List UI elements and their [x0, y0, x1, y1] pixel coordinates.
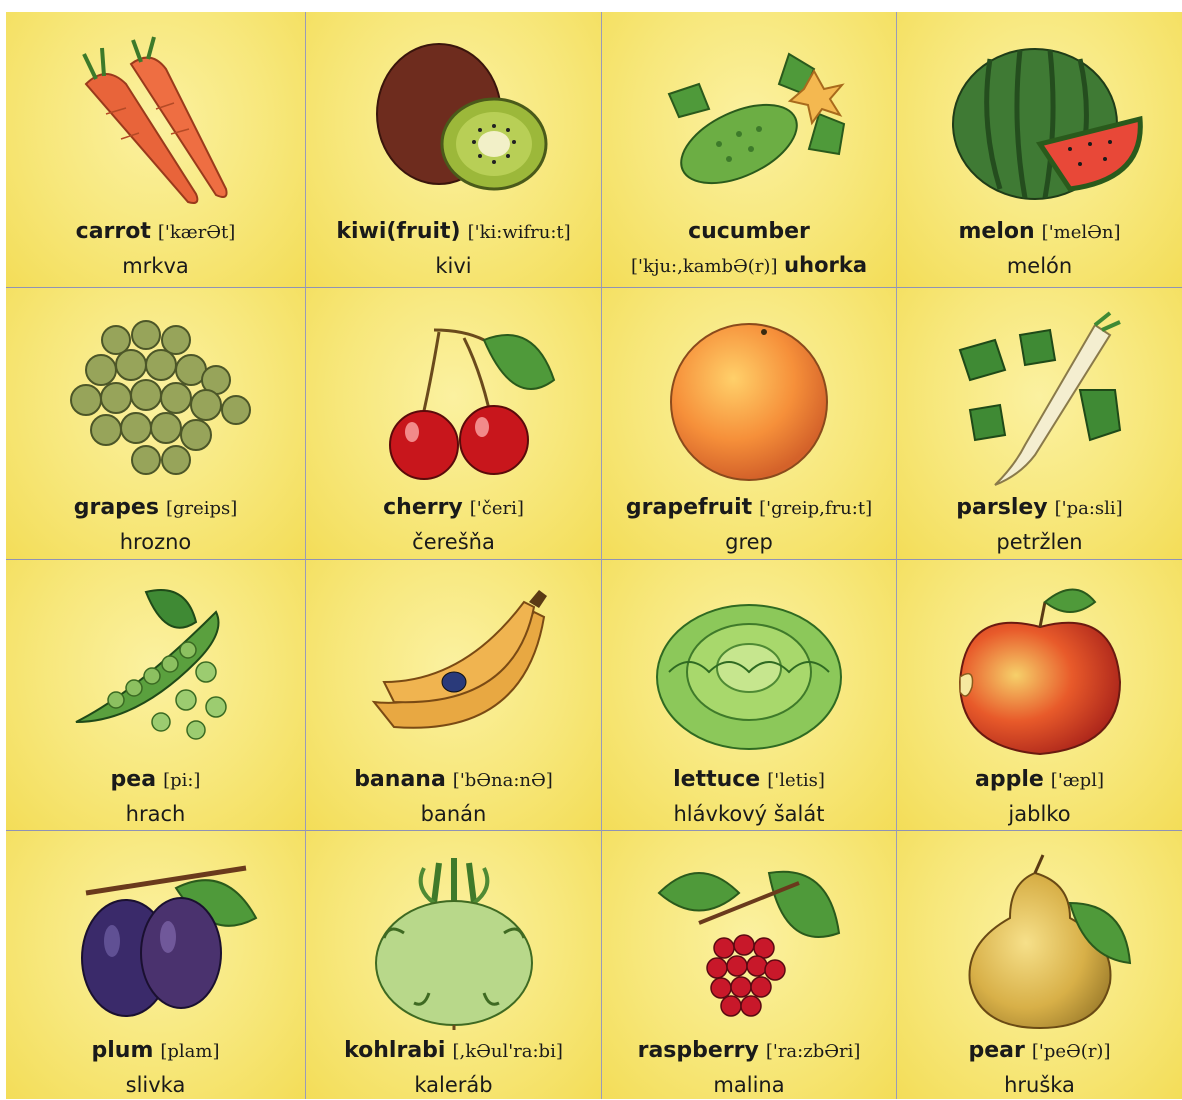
card-kohlrabi: [306, 831, 602, 1099]
english-word: raspberry: [637, 1038, 759, 1063]
pronunciation: ['pa:sli]: [1054, 498, 1123, 519]
card-raspberry: [602, 831, 897, 1099]
english-word: grapefruit: [625, 495, 753, 520]
pronunciation: ['melƏn]: [1041, 222, 1121, 243]
pronunciation: [pi:]: [163, 770, 201, 791]
pronunciation: [plam]: [160, 1041, 220, 1062]
english-word: carrot: [75, 219, 151, 244]
slovak-word: jablko: [1008, 802, 1071, 826]
card-banana: [306, 560, 602, 831]
pronunciation: ['kærƏt]: [157, 222, 236, 243]
slovak-word: petržlen: [996, 530, 1083, 554]
pronunciation: ['bƏna:nƏ]: [452, 770, 553, 791]
english-word: parsley: [956, 495, 1048, 520]
grapefruit-illustration: [602, 310, 896, 488]
english-word: apple: [974, 767, 1044, 792]
slovak-word: hruška: [1004, 1073, 1075, 1097]
lettuce-illustration: [602, 582, 896, 760]
card-plum: [6, 831, 306, 1099]
slovak-word: kivi: [435, 254, 472, 278]
english-word: cucumber: [688, 219, 810, 244]
slovak-word: kaleráb: [414, 1073, 493, 1097]
english-word: kiwi(fruit): [336, 219, 461, 244]
slovak-word: mrkva: [122, 254, 189, 278]
cucumber-illustration: [602, 34, 896, 212]
slovak-word: grep: [725, 530, 773, 554]
slovak-word: hrozno: [119, 530, 192, 554]
english-word: melon: [958, 219, 1035, 244]
card-apple: [897, 560, 1182, 831]
slovak-word: uhorka: [784, 253, 867, 277]
card-pea: [6, 560, 306, 831]
card-lettuce: [602, 560, 897, 831]
card-pear: [897, 831, 1182, 1099]
pear-illustration: [897, 853, 1182, 1031]
card-parsley: [897, 288, 1182, 560]
card-melon: [897, 12, 1182, 288]
kiwi-illustration: [306, 34, 601, 212]
pronunciation: [greips]: [165, 498, 238, 519]
melon-illustration: [897, 34, 1182, 212]
pronunciation: [,kƏul'ra:bi]: [452, 1041, 563, 1062]
pronunciation: ['kju:,kambƏ(r)]: [630, 256, 778, 277]
vocabulary-grid: [6, 12, 1182, 1099]
card-cucumber: [602, 12, 897, 288]
pronunciation: ['ra:zbƏri]: [765, 1041, 861, 1062]
parsley-illustration: [897, 310, 1182, 488]
apple-illustration: [897, 582, 1182, 760]
slovak-word: melón: [1006, 254, 1073, 278]
pronunciation: ['letis]: [767, 770, 825, 791]
card-grapes: [6, 288, 306, 560]
english-word: cherry: [383, 495, 463, 520]
pronunciation: ['æpl]: [1050, 770, 1104, 791]
plum-illustration: [6, 853, 305, 1031]
slovak-word: banán: [420, 802, 487, 826]
banana-illustration: [306, 582, 601, 760]
english-word: lettuce: [673, 767, 761, 792]
cherry-illustration: [306, 310, 601, 488]
card-kiwi: [306, 12, 602, 288]
pronunciation: ['ki:wifru:t]: [467, 222, 571, 243]
english-word: pea: [110, 767, 157, 792]
slovak-word: hrach: [125, 802, 186, 826]
pronunciation: ['peƏ(r)]: [1031, 1041, 1111, 1062]
english-word: grapes: [73, 495, 159, 520]
card-carrot: [6, 12, 306, 288]
raspberry-illustration: [602, 853, 896, 1031]
pea-illustration: [6, 582, 305, 760]
english-word: pear: [968, 1038, 1025, 1063]
slovak-word: slivka: [125, 1073, 186, 1097]
english-word: kohlrabi: [344, 1038, 446, 1063]
pronunciation: ['čeri]: [469, 498, 524, 519]
pronunciation: ['greip,fru:t]: [759, 498, 873, 519]
slovak-word: hlávkový šalát: [673, 802, 825, 826]
card-cherry: [306, 288, 602, 560]
english-word: banana: [354, 767, 446, 792]
vocabulary-sheet: [6, 12, 1182, 1099]
slovak-word: čerešňa: [412, 530, 495, 554]
grapes-illustration: [6, 310, 305, 488]
carrot-illustration: [6, 34, 305, 212]
kohlrabi-illustration: [306, 853, 601, 1031]
english-word: plum: [91, 1038, 154, 1063]
card-grapefruit: [602, 288, 897, 560]
slovak-word: malina: [713, 1073, 785, 1097]
